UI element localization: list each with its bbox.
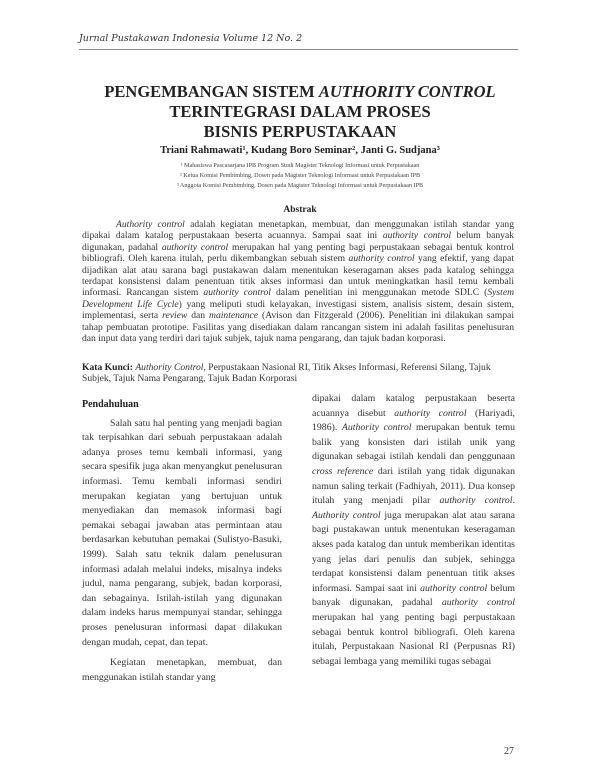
affiliation-3: ³ Anggota Komisi Pembimbing, Dosen pada Magister Teknologi Informasi untuk Perpustakaan IPB: [176, 182, 424, 189]
keywords: Kata Kunci: Authority Control, Perpustakaan Nasional RI, Titik Akses Informasi, Referensi Silang, Tajuk Subjek, Tajuk Nama Pengarang, Tajuk Badan Korporasi: [82, 362, 491, 385]
keywords-label: Kata Kunci: [82, 362, 130, 373]
title-line-1-plain: PENGEMBANGAN SISTEM: [104, 82, 319, 101]
abstract-text: Authority control adalah kegiatan menetapkan, membuat, dan menggunakan istilah standar yang dipakai dalam katalog perpustakaan beserta acuannya. Sampai saat ini authority control belum banyak digunakan, padahal authority control merupakan hal yang penting bagi perpustakaan sebagai bentuk kontrol bibliografi. Oleh karena itulah, perlu dikembangkan sebuah sistem authority control yang efektif, yang dapat dijadikan alat atau sarana bagi pustakawan dalam menentukan keseragaman akses pada katalog sehingga terdapat konsistensi dalam penentuan titik akses informasi dan untuk meningkatkan hasil temu kembali informasi. Rancangan sistem authority control dalam penelitian ini menggunakan metode SDLC (System Development Life Cycle) yang meliputi studi kelayakan, investigasi sistem, analisis sistem, desain sistem, implementasi, serta review dan maintenance (Avison dan Fitzgerald (2006). Penelitian ini dilakukan sampai tahap pembuatan prototipe. Fasilitas yang disediakan dalam rancangan sistem ini adalah fasilitas penelusuran dan input data yang terdiri dari tajuk subjek, tajuk nama pengarang, dan tajuk badan korporasi.: [82, 219, 515, 345]
left-column: [82, 388, 282, 685]
title-line-1: [60, 82, 540, 102]
title-line-1-italic: AUTHORITY CONTROL: [318, 82, 496, 101]
header-rule: [79, 49, 518, 50]
affiliation-2: ² Ketua Komisi Pembimbing, Dosen pada Magister Teknologi Informasi untuk Perpustakaan IPB: [179, 172, 421, 179]
keywords-text: Authority Control, Perpustakaan Nasional RI, Titik Akses Informasi, Referensi Silang, Tajuk Subjek, Tajuk Nama Pengarang, Tajuk Badan Korporasi: [82, 362, 491, 385]
page-number: 27: [504, 746, 514, 757]
title-line-2: TERINTEGRASI DALAM PROSES: [169, 102, 431, 121]
left-paragraph-2: Kegiatan menetapkan, membuat, dan menggunakan istilah standar yang: [82, 657, 282, 683]
paper-title: [60, 82, 540, 142]
right-paragraph-1: dipakai dalam katalog perpustakaan beserta acuannya disebut authority control (Hariyadi, 1986). Authority control merupakan bentuk temu balik yang konsisten dari istilah unik yang digunakan sebagai istilah kendali dan penggunaan cross reference dari istilah yang tidak digunakan namun saling terkait (Fadhiyah, 2011). Dua konsep itulah yang menjadi pilar authority control. Authority control juga merupakan alat atau sarana bagi pustakawan untuk menentukan keseragaman akses pada katalog dan untuk memberikan identitas yang jelas dari penulis dan subjek, sehingga terdapat konsistensi dalam penentuan titik akses informasi. Sampai saat ini authority control belum banyak digunakan, padahal authority control merupakan hal yang penting bagi perpustakaan sebagai bentuk kontrol bibliografi. Oleh karena itulah, Perpustakaan Nasional RI (Perpusnas RI) sebagai lembaga yang memiliki tugas sebagai: [312, 393, 515, 667]
author-list: Triani Rahmawati¹, Kudang Boro Seminar², Janti G. Sudjana³: [160, 145, 440, 156]
title-line-3: BISNIS PERPUSTAKAAN: [203, 122, 397, 141]
left-paragraph-1: Salah satu hal penting yang menjadi bagian tak terpisahkan dari sebuah perpustakaan adalah adanya proses temu kembali informasi, yang secara spesifik juga akan menyangkut penelusuran informasi. Temu kembali informasi sendiri merupakan kegiatan yang bertujuan untuk menyediakan dan memasok informasi bagi pemakai sebagai jawaban atas permintaan atau berdasarkan kebutuhan pemakai (Sulistyo-Basuki, 1999). Salah satu teknik dalam penelusuran informasi adalah melalui indeks, misalnya indeks judul, nama pengarang, subjek, badan korporasi, dan sebagainya. Istilah-istilah yang digunakan dalam indeks harus mempunyai standar, sehingga proses penelusuran informasi dapat dilakukan dengan mudah, cepat, dan tepat.: [82, 417, 282, 648]
section-heading: Pendahuluan: [82, 399, 139, 410]
abstract-heading: Abstrak: [283, 205, 317, 215]
running-header: Jurnal Pustakawan Indonesia Volume 12 No. 2: [79, 33, 303, 44]
right-column: [312, 388, 515, 669]
affiliation-1: ¹ Mahasiswa Pascasarjana IPB Program Studi Magister Teknologi Informasi untuk Perpustakaan: [180, 162, 420, 169]
